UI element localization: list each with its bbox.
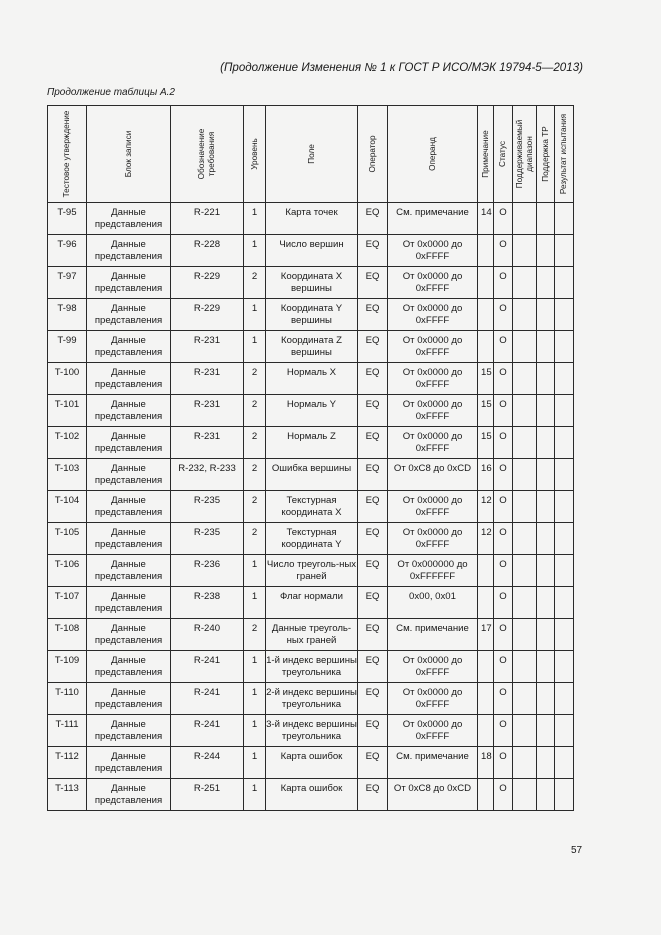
cell-test-id: T-102 [48, 427, 87, 459]
cell-test-result [555, 523, 574, 555]
cell-test-result [555, 267, 574, 299]
cell-operand: От 0x0000 до 0xFFFF [388, 715, 478, 747]
cell-note [478, 587, 494, 619]
table-row [48, 619, 574, 651]
cell-status: O [494, 395, 513, 427]
cell-field: 2-й индекс вершины треугольника [266, 683, 358, 715]
cell-tp-support [537, 747, 555, 779]
cell-test-result [555, 203, 574, 235]
cell-record-block: Данные представления [87, 523, 171, 555]
cell-test-id: T-111 [48, 715, 87, 747]
cell-requirement: R-229 [171, 267, 244, 299]
cell-test-id: T-108 [48, 619, 87, 651]
cell-operator: EQ [358, 651, 388, 683]
cell-level: 1 [244, 203, 266, 235]
cell-test-result [555, 555, 574, 587]
cell-record-block: Данные представления [87, 267, 171, 299]
column-header: Операнд [388, 106, 478, 203]
column-header: Поддерживаемый диапазон [513, 106, 537, 203]
cell-test-result [555, 747, 574, 779]
cell-note [478, 299, 494, 331]
cell-requirement: R-238 [171, 587, 244, 619]
cell-level: 2 [244, 491, 266, 523]
cell-field: Текстурная координата X [266, 491, 358, 523]
cell-operator: EQ [358, 779, 388, 811]
cell-note [478, 267, 494, 299]
cell-operator: EQ [358, 459, 388, 491]
cell-tp-support [537, 459, 555, 491]
cell-operator: EQ [358, 747, 388, 779]
table-row [48, 363, 574, 395]
cell-note [478, 235, 494, 267]
cell-level: 2 [244, 619, 266, 651]
cell-field: Флаг нормали [266, 587, 358, 619]
cell-requirement: R-231 [171, 331, 244, 363]
page-number: 57 [571, 845, 583, 856]
cell-test-id: T-104 [48, 491, 87, 523]
cell-record-block: Данные представления [87, 299, 171, 331]
cell-supported-range [513, 235, 537, 267]
column-header: Результат испытания [555, 106, 574, 203]
cell-operand: От 0x0000 до 0xFFFF [388, 523, 478, 555]
cell-note: 12 [478, 491, 494, 523]
cell-operator: EQ [358, 331, 388, 363]
cell-operand: От 0x0000 до 0xFFFF [388, 395, 478, 427]
cell-tp-support [537, 395, 555, 427]
table-row [48, 459, 574, 491]
cell-status: O [494, 779, 513, 811]
column-header: Статус [494, 106, 513, 203]
cell-supported-range [513, 427, 537, 459]
cell-operand: От 0xC8 до 0xCD [388, 459, 478, 491]
table-caption: Продолжение таблицы А.2 [47, 87, 175, 98]
cell-field: Координата X вершины [266, 267, 358, 299]
cell-field: Текстурная координата Y [266, 523, 358, 555]
column-header: Поддержка ТР [537, 106, 555, 203]
column-header: Тестовое утверждение [48, 106, 87, 203]
cell-note [478, 779, 494, 811]
cell-tp-support [537, 619, 555, 651]
cell-operator: EQ [358, 267, 388, 299]
cell-record-block: Данные представления [87, 491, 171, 523]
cell-test-result [555, 683, 574, 715]
cell-operator: EQ [358, 395, 388, 427]
cell-requirement: R-241 [171, 715, 244, 747]
cell-test-id: T-95 [48, 203, 87, 235]
cell-note [478, 715, 494, 747]
cell-field: Карта точек [266, 203, 358, 235]
cell-level: 2 [244, 523, 266, 555]
cell-record-block: Данные представления [87, 619, 171, 651]
cell-requirement: R-241 [171, 651, 244, 683]
cell-level: 2 [244, 395, 266, 427]
cell-requirement: R-236 [171, 555, 244, 587]
column-header: Блок записи [87, 106, 171, 203]
table-row [48, 491, 574, 523]
cell-level: 2 [244, 459, 266, 491]
cell-tp-support [537, 523, 555, 555]
cell-record-block: Данные представления [87, 779, 171, 811]
cell-status: O [494, 683, 513, 715]
cell-requirement: R-231 [171, 427, 244, 459]
cell-test-id: T-113 [48, 779, 87, 811]
table-row [48, 779, 574, 811]
cell-record-block: Данные представления [87, 683, 171, 715]
cell-field: Карта ошибок [266, 779, 358, 811]
cell-operator: EQ [358, 491, 388, 523]
cell-field: Число вершин [266, 235, 358, 267]
cell-operator: EQ [358, 587, 388, 619]
cell-test-id: T-100 [48, 363, 87, 395]
cell-tp-support [537, 491, 555, 523]
cell-status: O [494, 523, 513, 555]
cell-record-block: Данные представления [87, 651, 171, 683]
cell-supported-range [513, 331, 537, 363]
cell-status: O [494, 299, 513, 331]
column-header: Поле [266, 106, 358, 203]
cell-note: 16 [478, 459, 494, 491]
cell-tp-support [537, 267, 555, 299]
cell-operator: EQ [358, 715, 388, 747]
cell-level: 1 [244, 555, 266, 587]
table-body [48, 203, 574, 811]
cell-test-result [555, 459, 574, 491]
cell-level: 1 [244, 747, 266, 779]
cell-note [478, 331, 494, 363]
cell-field: Координата Y вершины [266, 299, 358, 331]
cell-requirement: R-241 [171, 683, 244, 715]
cell-record-block: Данные представления [87, 715, 171, 747]
cell-supported-range [513, 491, 537, 523]
table-row [48, 683, 574, 715]
cell-status: O [494, 427, 513, 459]
cell-record-block: Данные представления [87, 555, 171, 587]
cell-supported-range [513, 779, 537, 811]
cell-test-result [555, 395, 574, 427]
cell-record-block: Данные представления [87, 331, 171, 363]
cell-operand: От 0x0000 до 0xFFFF [388, 299, 478, 331]
cell-operand: См. примечание [388, 619, 478, 651]
cell-tp-support [537, 587, 555, 619]
cell-note: 14 [478, 203, 494, 235]
cell-test-result [555, 299, 574, 331]
cell-status: O [494, 747, 513, 779]
table-row [48, 299, 574, 331]
cell-test-id: T-105 [48, 523, 87, 555]
cell-tp-support [537, 331, 555, 363]
cell-record-block: Данные представления [87, 459, 171, 491]
cell-field: Карта ошибок [266, 747, 358, 779]
cell-operator: EQ [358, 523, 388, 555]
cell-tp-support [537, 427, 555, 459]
cell-test-id: T-109 [48, 651, 87, 683]
cell-test-id: T-112 [48, 747, 87, 779]
cell-level: 1 [244, 299, 266, 331]
cell-tp-support [537, 555, 555, 587]
cell-operand: От 0x0000 до 0xFFFF [388, 331, 478, 363]
cell-supported-range [513, 203, 537, 235]
table-row [48, 267, 574, 299]
cell-operand: От 0x0000 до 0xFFFF [388, 491, 478, 523]
cell-requirement: R-228 [171, 235, 244, 267]
table-header-row [48, 106, 574, 203]
cell-operand: От 0xC8 до 0xCD [388, 779, 478, 811]
cell-test-id: T-98 [48, 299, 87, 331]
cell-test-id: T-97 [48, 267, 87, 299]
cell-supported-range [513, 523, 537, 555]
cell-status: O [494, 715, 513, 747]
table-row [48, 427, 574, 459]
cell-status: O [494, 651, 513, 683]
cell-note: 15 [478, 427, 494, 459]
cell-tp-support [537, 651, 555, 683]
cell-requirement: R-240 [171, 619, 244, 651]
cell-tp-support [537, 779, 555, 811]
cell-tp-support [537, 203, 555, 235]
cell-operand: От 0x000000 до 0xFFFFFF [388, 555, 478, 587]
cell-record-block: Данные представления [87, 235, 171, 267]
cell-test-id: T-103 [48, 459, 87, 491]
cell-tp-support [537, 299, 555, 331]
cell-status: O [494, 459, 513, 491]
cell-level: 1 [244, 651, 266, 683]
cell-record-block: Данные представления [87, 427, 171, 459]
cell-note [478, 555, 494, 587]
cell-operand: От 0x0000 до 0xFFFF [388, 427, 478, 459]
cell-status: O [494, 331, 513, 363]
cell-operator: EQ [358, 203, 388, 235]
cell-status: O [494, 619, 513, 651]
cell-record-block: Данные представления [87, 587, 171, 619]
cell-status: O [494, 555, 513, 587]
table-row [48, 331, 574, 363]
cell-field: Число треуголь-ных граней [266, 555, 358, 587]
cell-test-id: T-110 [48, 683, 87, 715]
cell-supported-range [513, 587, 537, 619]
cell-status: O [494, 203, 513, 235]
cell-note: 15 [478, 395, 494, 427]
cell-level: 2 [244, 363, 266, 395]
table-row [48, 555, 574, 587]
table-row [48, 395, 574, 427]
cell-test-id: T-107 [48, 587, 87, 619]
cell-level: 2 [244, 427, 266, 459]
cell-record-block: Данные представления [87, 747, 171, 779]
cell-test-result [555, 491, 574, 523]
column-header: Примечание [478, 106, 494, 203]
cell-requirement: R-229 [171, 299, 244, 331]
cell-field: Координата Z вершины [266, 331, 358, 363]
cell-supported-range [513, 683, 537, 715]
cell-supported-range [513, 459, 537, 491]
cell-operand: См. примечание [388, 747, 478, 779]
cell-note: 12 [478, 523, 494, 555]
cell-operator: EQ [358, 555, 388, 587]
cell-test-id: T-101 [48, 395, 87, 427]
table-row [48, 203, 574, 235]
table-row [48, 235, 574, 267]
cell-operand: 0x00, 0x01 [388, 587, 478, 619]
cell-level: 1 [244, 683, 266, 715]
cell-status: O [494, 491, 513, 523]
cell-operand: См. примечание [388, 203, 478, 235]
cell-note [478, 651, 494, 683]
cell-field: Нормаль X [266, 363, 358, 395]
cell-test-id: T-99 [48, 331, 87, 363]
cell-status: O [494, 267, 513, 299]
cell-supported-range [513, 267, 537, 299]
cell-supported-range [513, 651, 537, 683]
cell-operand: От 0x0000 до 0xFFFF [388, 235, 478, 267]
cell-tp-support [537, 235, 555, 267]
cell-operator: EQ [358, 299, 388, 331]
cell-test-result [555, 331, 574, 363]
cell-operand: От 0x0000 до 0xFFFF [388, 363, 478, 395]
cell-level: 1 [244, 779, 266, 811]
cell-note: 17 [478, 619, 494, 651]
cell-test-result [555, 651, 574, 683]
cell-supported-range [513, 555, 537, 587]
cell-test-result [555, 779, 574, 811]
cell-operator: EQ [358, 427, 388, 459]
cell-test-result [555, 715, 574, 747]
cell-requirement: R-231 [171, 395, 244, 427]
cell-status: O [494, 587, 513, 619]
cell-field: 1-й индекс вершины треугольника [266, 651, 358, 683]
cell-requirement: R-244 [171, 747, 244, 779]
cell-record-block: Данные представления [87, 395, 171, 427]
cell-field: Нормаль Y [266, 395, 358, 427]
cell-supported-range [513, 363, 537, 395]
column-header: Обозначение требования [171, 106, 244, 203]
cell-supported-range [513, 715, 537, 747]
cell-requirement: R-235 [171, 523, 244, 555]
cell-record-block: Данные представления [87, 363, 171, 395]
cell-requirement: R-251 [171, 779, 244, 811]
cell-field: Нормаль Z [266, 427, 358, 459]
cell-test-result [555, 363, 574, 395]
cell-tp-support [537, 683, 555, 715]
cell-requirement: R-235 [171, 491, 244, 523]
cell-operand: От 0x0000 до 0xFFFF [388, 651, 478, 683]
table-row [48, 715, 574, 747]
cell-supported-range [513, 299, 537, 331]
cell-supported-range [513, 619, 537, 651]
conformance-table [47, 105, 574, 811]
cell-note [478, 683, 494, 715]
cell-supported-range [513, 395, 537, 427]
cell-test-result [555, 587, 574, 619]
cell-record-block: Данные представления [87, 203, 171, 235]
cell-level: 2 [244, 267, 266, 299]
cell-test-result [555, 235, 574, 267]
cell-operand: От 0x0000 до 0xFFFF [388, 683, 478, 715]
cell-operator: EQ [358, 363, 388, 395]
table-row [48, 523, 574, 555]
cell-level: 1 [244, 331, 266, 363]
cell-tp-support [537, 715, 555, 747]
cell-level: 1 [244, 715, 266, 747]
cell-field: Ошибка вершины [266, 459, 358, 491]
running-head: (Продолжение Изменения № 1 к ГОСТ Р ИСО/МЭК 19794-5—2013) [220, 61, 583, 74]
cell-tp-support [537, 363, 555, 395]
cell-level: 1 [244, 587, 266, 619]
cell-supported-range [513, 747, 537, 779]
cell-requirement: R-232, R-233 [171, 459, 244, 491]
cell-test-result [555, 427, 574, 459]
cell-operand: От 0x0000 до 0xFFFF [388, 267, 478, 299]
cell-requirement: R-221 [171, 203, 244, 235]
table-row [48, 587, 574, 619]
column-header: Уровень [244, 106, 266, 203]
column-header: Оператор [358, 106, 388, 203]
cell-requirement: R-231 [171, 363, 244, 395]
cell-operator: EQ [358, 683, 388, 715]
cell-test-result [555, 619, 574, 651]
table-row [48, 651, 574, 683]
cell-field: Данные треуголь-ных граней [266, 619, 358, 651]
cell-test-id: T-96 [48, 235, 87, 267]
cell-status: O [494, 363, 513, 395]
cell-note: 18 [478, 747, 494, 779]
cell-level: 1 [244, 235, 266, 267]
cell-operator: EQ [358, 619, 388, 651]
cell-status: O [494, 235, 513, 267]
table-row [48, 747, 574, 779]
cell-field: 3-й индекс вершины треугольника [266, 715, 358, 747]
cell-note: 15 [478, 363, 494, 395]
cell-operator: EQ [358, 235, 388, 267]
cell-test-id: T-106 [48, 555, 87, 587]
